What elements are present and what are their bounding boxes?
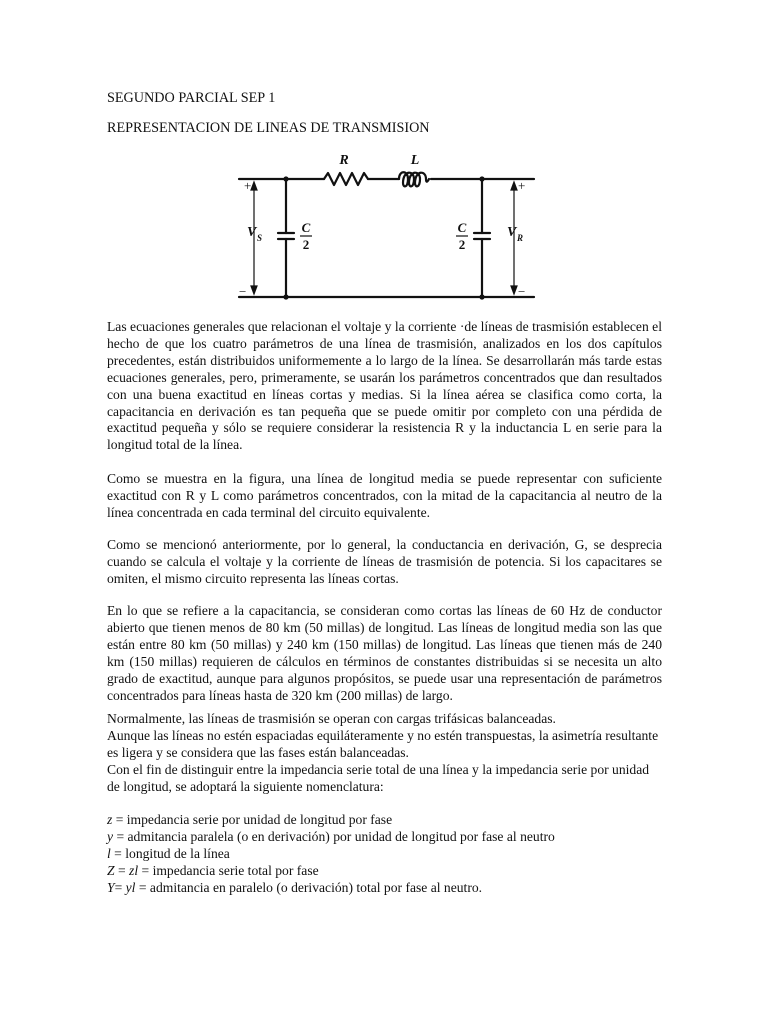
paragraph-general-equations: Las ecuaciones generales que relacionan el voltaje y la corriente ·de líneas de trasmisión establecen el hecho de que los cuatro parámetros de una línea de trasmisión, analizados en los dos capítulos precedentes, están distribuidos uniformemente a lo largo de la línea. Se desarrollarán más tarde estas ecuaciones generales, pero, primeramente, se usarán los parámetros concentrados que dan resultados con una buena exactitud en líneas cortas y medias. Si la línea aérea se clasifica como corta, la capacitancia en derivación es tan pequeña que se puede omitir por completo con una pérdida de exactitud pequeña y sólo se requiere considerar la resistencia R y la inductancia L en serie para la longitud total de la línea. <box>107 319 662 453</box>
right-capacitor-label-2: 2 <box>458 237 466 252</box>
inductor-label: L <box>410 153 420 168</box>
vr-minus-sign: − <box>518 284 526 299</box>
junction-dot <box>479 294 484 299</box>
balanced-loads-line: Normalmente, las líneas de trasmisión se operan con cargas trifásicas balanceadas. <box>107 711 556 726</box>
vs-arrow-head-bottom <box>251 286 257 294</box>
nomenclature-item-l: l = longitud de la línea <box>107 845 230 861</box>
vs-arrow-head-top <box>251 182 257 190</box>
nomenclature-item-z: z = impedancia serie por unidad de longitud por fase <box>107 812 393 827</box>
vr-arrow-head-bottom <box>511 286 517 294</box>
vs-minus-sign: − <box>239 284 247 299</box>
nomenclature-item-Y: Y= yl = admitancia en paralelo (o derivación) total por fase al neutro. <box>107 879 483 895</box>
paragraph-balanced-loads <box>107 711 662 796</box>
vr-label-sub: R <box>517 233 524 243</box>
vs-label-sub: S <box>257 233 263 243</box>
resistor-symbol <box>324 173 368 185</box>
left-capacitor-label-2: 2 <box>302 237 310 252</box>
paragraph-medium-line: Como se muestra en la figura, una línea de longitud media se puede representar con suficiente exactitud con R y L como parámetros concentrados, con la mitad de la capacitancia al neutro de la línea concentrada en cada terminal del circuito equivalente. <box>107 471 662 520</box>
junction-dot <box>283 294 288 299</box>
vs-plus-sign: + <box>244 178 252 193</box>
left-capacitor-label-c: C <box>301 220 311 235</box>
nomenclature-intro-line: Con el fin de distinguir entre la impedancia serie total de una línea y la impedancia serie por unidad de longitud, se adoptará la siguiente nomenclatura: <box>107 761 650 794</box>
paragraph-line-lengths: En lo que se refiere a la capacitancia, se consideran como cortas las líneas de 60 Hz de conductor abierto que tienen menos de 80 km (50 millas) de longitud. Las líneas de longitud media son las que están entre 80 km (50 millas) y 240 km (150 millas) de longitud. Las líneas que tienen más de 240 km (150 millas) requieren de cálculos en términos de constantes distribuidas si se necesita un alto grado de exactitud, aunque para algunos propósitos, se puede usar una representación de parámetros concentrados para líneas hasta de 320 km (200 millas) de largo. <box>107 603 662 703</box>
resistor-label: R <box>339 153 349 168</box>
asymmetry-line: Aunque las líneas no estén espaciadas equiláteramente y no estén transpuestas, la asimetría resultante es ligera y se considera que las fases están balanceadas. <box>107 727 659 760</box>
document-title: SEGUNDO PARCIAL SEP 1 <box>107 90 276 106</box>
vr-label-main: V <box>507 225 517 240</box>
inductor-symbol <box>399 172 429 186</box>
vs-label-main: V <box>247 225 257 240</box>
junction-dot <box>283 176 288 181</box>
document-subtitle: REPRESENTACION DE LINEAS DE TRANSMISION <box>107 120 430 136</box>
vr-arrow-head-top <box>511 182 517 190</box>
nomenclature-list <box>107 812 662 897</box>
paragraph-conductance: Como se mencionó anteriormente, por lo general, la conductancia en derivación, G, se desprecia cuando se calcula el voltaje y la corriente de líneas de trasmisión de potencia. Si los capacitares se omiten, el mismo circuito representa las líneas cortas. <box>107 537 662 586</box>
nomenclature-item-y: y = admitancia paralela (o en derivación) por unidad de longitud por fase al neutro <box>107 828 555 844</box>
junction-dot <box>479 176 484 181</box>
pi-circuit-diagram <box>234 150 536 300</box>
nomenclature-item-Z: Z = zl = impedancia serie total por fase <box>107 862 319 878</box>
vr-plus-sign: + <box>518 178 526 193</box>
right-capacitor-label-c: C <box>457 220 467 235</box>
